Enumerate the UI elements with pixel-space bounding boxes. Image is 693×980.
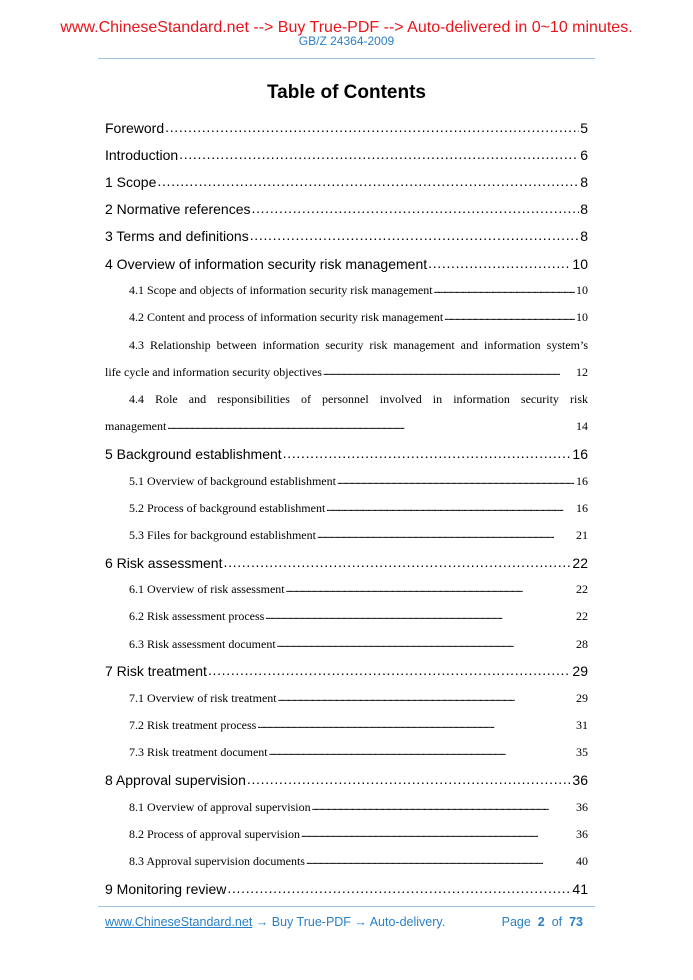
toc-entry[interactable]	[105, 848, 588, 875]
dot-leader	[247, 771, 572, 787]
dot-leader	[326, 500, 575, 515]
toc-entry[interactable]	[105, 196, 588, 223]
toc-entry-page: 5	[580, 119, 588, 136]
dot-leader	[277, 636, 575, 651]
dot-leader	[252, 200, 580, 216]
toc-entry[interactable]	[105, 277, 588, 304]
page-title: Table of Contents	[266, 82, 427, 103]
header-divider	[98, 58, 595, 59]
toc-entry[interactable]	[105, 223, 588, 250]
toc-entry-text: 4.2 Content and process of information security risk management	[129, 310, 444, 325]
dot-leader	[227, 880, 571, 896]
website-link[interactable]: www.ChineseStandard.net	[105, 915, 253, 929]
toc-entry-page: 29	[572, 663, 588, 680]
toc-entry-page: 36	[572, 772, 588, 789]
toc-entry[interactable]	[105, 821, 588, 848]
toc-entry[interactable]	[105, 739, 588, 766]
toc-entry-text: 4.1 Scope and objects of information security risk management	[129, 283, 433, 298]
toc-entry-page: 36	[576, 799, 588, 814]
toc-entry-page: 22	[576, 609, 588, 624]
toc-entry[interactable]	[105, 631, 588, 658]
dot-leader	[265, 608, 575, 623]
toc-entry[interactable]	[105, 522, 588, 549]
toc-entry-page: 16	[572, 445, 588, 462]
toc-entry-text: 8 Approval supervision	[105, 772, 246, 789]
dot-leader	[157, 173, 579, 189]
toc-entry[interactable]	[105, 168, 588, 195]
dot-leader	[444, 309, 575, 324]
toc-entry[interactable]	[105, 603, 588, 630]
toc-entry[interactable]	[105, 685, 588, 712]
table-of-contents	[105, 114, 588, 902]
toc-entry-text: 4.3 Relationship between information security risk management and information system’s	[129, 337, 588, 352]
toc-entry-text: 7.3 Risk treatment document	[129, 745, 268, 760]
toc-entry[interactable]	[105, 304, 588, 331]
toc-entry-text: management	[105, 419, 167, 434]
toc-entry-page: 22	[572, 554, 588, 571]
toc-entry-page: 16	[576, 500, 588, 515]
toc-entry-first-line[interactable]	[105, 386, 588, 413]
dot-leader	[337, 473, 575, 488]
toc-entry-text: 8.2 Process of approval supervision	[129, 826, 300, 841]
toc-entry-page: 10	[572, 255, 588, 272]
toc-entry-page: 21	[576, 527, 588, 542]
page-label: Page	[501, 915, 531, 929]
toc-entry-page: 29	[576, 691, 588, 706]
toc-entry[interactable]	[105, 440, 588, 467]
dot-leader	[283, 445, 572, 461]
dot-leader	[223, 554, 571, 570]
page-current: 2	[537, 915, 545, 929]
toc-entry-text: 5 Background establishment	[105, 445, 282, 462]
dot-leader	[428, 255, 571, 271]
toc-entry[interactable]	[105, 359, 588, 386]
dot-leader	[323, 364, 575, 379]
toc-entry-text: 4 Overview of information security risk management	[105, 255, 428, 272]
toc-entry-text: 2 Normative references	[105, 201, 251, 218]
toc-entry-page: 8	[580, 228, 588, 245]
dot-leader	[278, 690, 575, 705]
toc-entry-page: 10	[576, 283, 588, 298]
toc-entry-page: 40	[576, 854, 588, 869]
toc-entry-text: 6 Risk assessment	[105, 554, 223, 571]
toc-entry-text: life cycle and information security objectives	[105, 364, 322, 379]
toc-entry-page: 16	[576, 473, 588, 488]
toc-entry[interactable]	[105, 549, 588, 576]
toc-entry[interactable]	[105, 250, 588, 277]
footer-divider	[98, 906, 595, 907]
toc-entry[interactable]	[105, 767, 588, 794]
toc-entry-text: 1 Scope	[105, 173, 157, 190]
toc-entry[interactable]	[105, 114, 588, 141]
toc-entry-text: 3 Terms and definitions	[105, 228, 249, 245]
toc-entry-page: 8	[580, 201, 588, 218]
toc-entry-text: 7.1 Overview of risk treatment	[129, 691, 277, 706]
toc-entry-text: 6.1 Overview of risk assessment	[129, 582, 285, 597]
toc-entry-text: 7.2 Risk treatment process	[129, 718, 257, 733]
dot-leader	[286, 581, 575, 596]
toc-entry-page: 35	[576, 745, 588, 760]
promo-banner: www.ChineseStandard.net --> Buy True-PDF --> Auto-delivered in 0~10 minutes.	[60, 19, 633, 36]
dot-leader	[269, 744, 575, 759]
dot-leader	[306, 853, 575, 868]
toc-entry-page: 36	[576, 826, 588, 841]
toc-entry-page: 41	[572, 880, 588, 897]
toc-entry[interactable]	[105, 875, 588, 902]
toc-entry-page: 12	[576, 364, 588, 379]
toc-entry[interactable]	[105, 712, 588, 739]
toc-entry-text: Introduction	[105, 146, 179, 163]
toc-entry-page: 8	[580, 173, 588, 190]
dot-leader	[165, 119, 579, 135]
toc-entry-first-line[interactable]	[105, 332, 588, 359]
toc-entry-text: 5.1 Overview of background establishment	[129, 473, 336, 488]
toc-entry-text: 5.2 Process of background establishment	[129, 500, 326, 515]
toc-entry[interactable]	[105, 495, 588, 522]
toc-entry[interactable]	[105, 576, 588, 603]
toc-entry-page: 14	[576, 419, 588, 434]
dot-leader	[167, 418, 575, 433]
toc-entry-text: Foreword	[105, 119, 165, 136]
toc-entry-page: 10	[576, 310, 588, 325]
toc-entry[interactable]	[105, 467, 588, 494]
page-indicator	[502, 915, 583, 929]
dot-leader	[179, 146, 579, 162]
dot-leader	[250, 227, 579, 243]
footer-tagline: → Buy True-PDF → Auto-delivery.	[252, 915, 446, 929]
dot-leader	[208, 662, 571, 678]
toc-entry[interactable]	[105, 658, 588, 685]
toc-entry-text: 5.3 Files for background establishment	[129, 527, 316, 542]
footer	[105, 915, 583, 929]
toc-entry[interactable]	[105, 413, 588, 440]
dot-leader	[301, 826, 575, 841]
page-total: 73	[569, 915, 583, 929]
toc-entry-text: 8.1 Overview of approval supervision	[129, 799, 311, 814]
toc-entry[interactable]	[105, 141, 588, 168]
toc-entry-text: 6.3 Risk assessment document	[129, 636, 276, 651]
standard-number: GB/Z 24364-2009	[298, 34, 395, 48]
toc-entry-text: 4.4 Role and responsibilities of personnel involved in information security risk	[129, 391, 588, 406]
toc-entry-text: 7 Risk treatment	[105, 663, 207, 680]
toc-entry[interactable]	[105, 794, 588, 821]
toc-entry-page: 6	[580, 146, 588, 163]
dot-leader	[312, 799, 575, 814]
toc-entry-page: 22	[576, 582, 588, 597]
dot-leader	[434, 282, 575, 297]
toc-entry-text: 9 Monitoring review	[105, 880, 227, 897]
dot-leader	[317, 527, 575, 542]
toc-entry-page: 31	[576, 718, 588, 733]
toc-entry-text: 6.2 Risk assessment process	[129, 609, 265, 624]
toc-entry-page: 28	[576, 636, 588, 651]
dot-leader	[257, 717, 575, 732]
page-of: of	[551, 915, 563, 929]
toc-entry-text: 8.3 Approval supervision documents	[129, 854, 305, 869]
